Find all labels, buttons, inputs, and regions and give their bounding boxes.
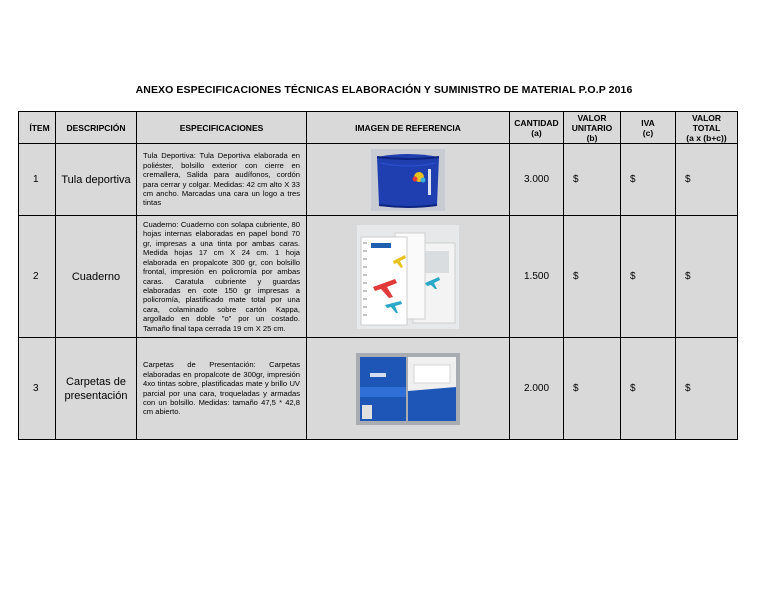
row-valor-unitario: $ — [564, 216, 621, 338]
reference-image-carpetas — [307, 338, 510, 440]
header-total-line2: TOTAL — [692, 122, 721, 133]
header-imagen: IMAGEN DE REFERENCIA — [307, 112, 510, 144]
row-especificaciones: Carpetas de Presentación: Carpetas elaboradas en propalcote de 300gr, impresión 4xo tintas sobre, plastificadas mate y brillo UV parcial por una cara, troqueladas y armadas con un bolsillo. Medidas: tamaño 47,5 * 42,8 cm abierto. — [137, 338, 307, 440]
header-descripcion: DESCRIPCIÓN — [56, 112, 137, 144]
row-valor-unitario: $ — [564, 338, 621, 440]
reference-image-cuaderno — [307, 216, 510, 338]
header-unitario-line3: (b) — [586, 132, 598, 143]
row-iva: $ — [621, 144, 676, 216]
table-row — [19, 144, 738, 216]
row-item-number: 2 — [19, 216, 56, 338]
row-iva: $ — [621, 216, 676, 338]
row-valor-unitario: $ — [564, 144, 621, 216]
header-cantidad — [510, 112, 564, 144]
header-unitario-line2: UNITARIO — [571, 122, 613, 133]
row-valor-total: $ — [676, 216, 738, 338]
header-iva-line1: IVA — [641, 117, 655, 128]
document-title: ANEXO ESPECIFICACIONES TÉCNICAS ELABORACIÓN Y SUMINISTRO DE MATERIAL P.O.P 2016 — [135, 84, 633, 96]
header-cantidad-line2: (a) — [531, 127, 542, 138]
header-item: ÍTEM — [19, 112, 56, 144]
row-valor-total: $ — [676, 338, 738, 440]
row-item-number: 1 — [19, 144, 56, 216]
header-cantidad-line1: CANTIDAD — [514, 117, 559, 128]
row-descripcion-line2: presentación — [64, 389, 128, 402]
reference-image-tula — [307, 144, 510, 216]
notebook-image — [357, 225, 459, 329]
row-item-number: 3 — [19, 338, 56, 440]
header-iva — [621, 112, 676, 144]
row-valor-total: $ — [676, 144, 738, 216]
header-valor-total — [676, 112, 738, 144]
folder-image — [356, 353, 460, 425]
header-especificaciones: ESPECIFICACIONES — [137, 112, 307, 144]
row-iva: $ — [621, 338, 676, 440]
row-especificaciones: Cuaderno: Cuaderno con solapa cubriente, 80 hojas internas elaboradas en papel bond 70 gr, impresas a una tinta por ambas caras. Medida hojas 17 cm X 24 cm. 1 hoja elaborada en propalcote 300 gr, con bolsillo frontal, impresión en policromía por ambas caras. Caratula cubriente y guardas elaboradas en cote 150 gr impresas a policromía, plastificado mate total por una cara, colaminado sobre cartón Kappa, argollado en doble "o" por un costado. Tamaño final tapa cerrada 19 cm X 25 cm. — [137, 216, 307, 338]
specifications-table — [18, 111, 738, 440]
row-descripcion-line1: Carpetas de — [66, 375, 126, 388]
header-row — [19, 112, 738, 144]
header-total-line3: (a x (b+c)) — [686, 132, 727, 143]
sports-bag-image — [371, 149, 445, 211]
row-cantidad: 1.500 — [510, 216, 564, 338]
row-especificaciones: Tula Deportiva: Tula Deportiva elaborada en poliéster, bolsillo exterior con cierre en cremallera, Salida para audífonos, cordón para cerrar y colgar. Medidas: 42 cm alto X 33 cm ancho. Marcadas una cara un logo a tres tintas — [137, 144, 307, 216]
table-row — [19, 216, 738, 338]
row-descripcion — [56, 338, 137, 440]
header-valor-unitario — [564, 112, 621, 144]
header-unitario-line1: VALOR — [577, 112, 607, 123]
table-row — [19, 338, 738, 440]
row-descripcion: Tula deportiva — [56, 144, 137, 216]
header-iva-line2: (c) — [642, 127, 654, 138]
row-cantidad: 2.000 — [510, 338, 564, 440]
row-cantidad: 3.000 — [510, 144, 564, 216]
header-total-line1: VALOR — [691, 112, 722, 123]
row-descripcion: Cuaderno — [56, 216, 137, 338]
